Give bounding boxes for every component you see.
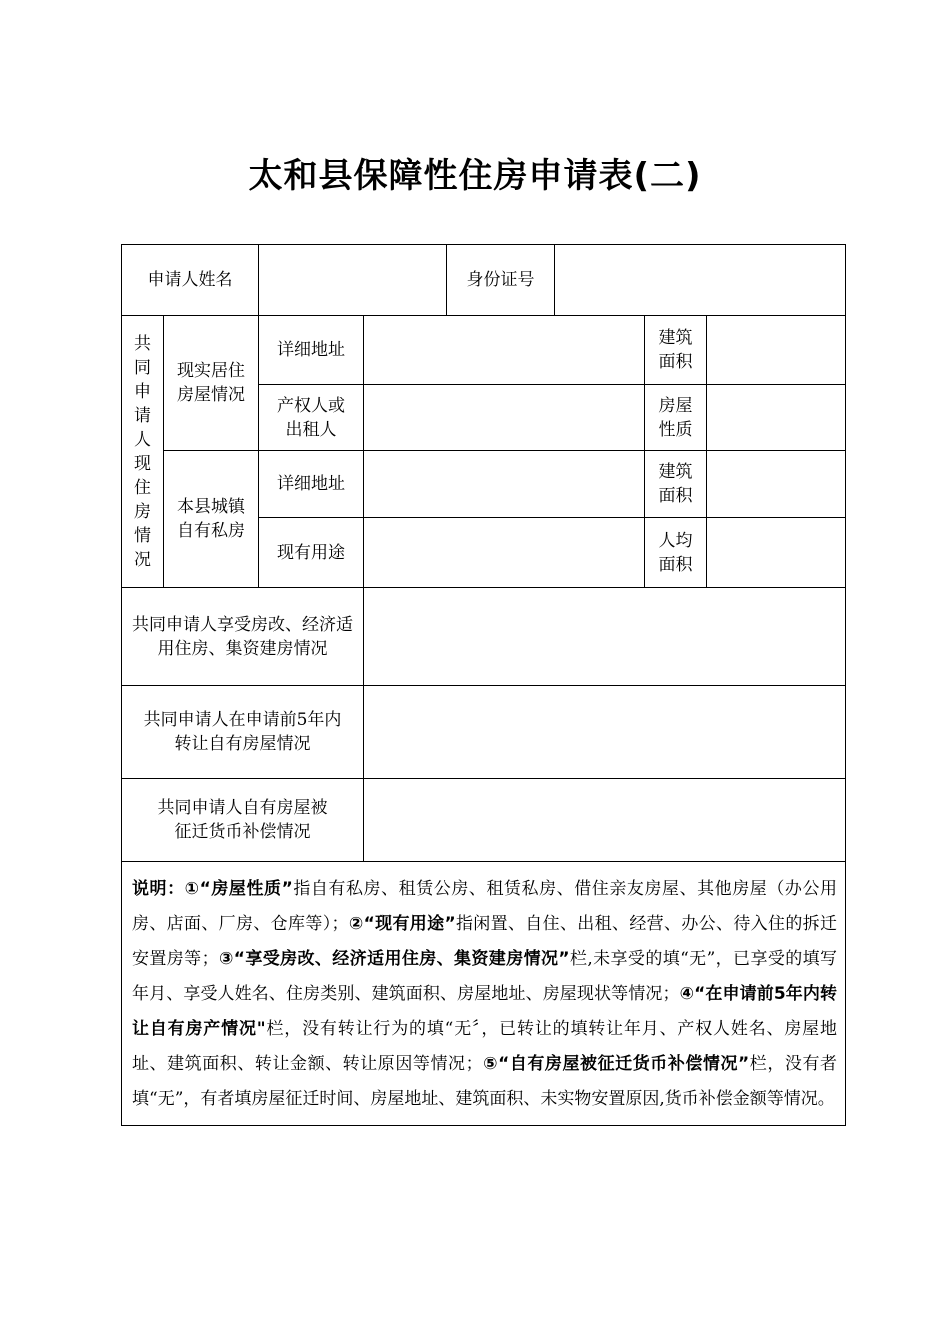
applicant-name-field[interactable]: [259, 245, 447, 316]
note-3-title: ③“享受房改、经济适用住房、集资建房情况”: [218, 949, 570, 969]
label-owner-or-lessor: [259, 385, 364, 451]
label-current-residence-text: 现实居住房屋情况: [177, 361, 245, 405]
label-current-area-text: 建筑面积: [658, 328, 693, 372]
label-current-address: 详细地址: [259, 316, 364, 385]
expropriation-field[interactable]: [364, 779, 846, 862]
current-use-field[interactable]: [364, 518, 645, 588]
row-current-address: [122, 316, 846, 385]
row-notes: [122, 862, 846, 1126]
label-group-housing: [122, 316, 164, 588]
label-current-use: 现有用途: [259, 518, 364, 588]
note-5-title: ⑤“自有房屋被征迁货币补偿情况”: [482, 1054, 750, 1074]
current-area-field[interactable]: [707, 316, 846, 385]
label-enjoyed-housing: [122, 588, 364, 686]
application-form-table: [121, 244, 846, 1126]
note-3-text: 栏,未享受的填“无”，已享受的填写年月、享受人姓名、住房类别、建筑面积、房屋地址、房屋现状等情况；: [132, 949, 838, 1004]
label-transferred-text: 共同申请人在申请前5年内转让自有房屋情况: [143, 710, 342, 754]
label-owner-or-lessor-text: 产权人或出租人: [277, 395, 345, 440]
note-prefix: 说明：: [132, 879, 185, 899]
current-owner-field[interactable]: [364, 385, 645, 451]
label-own-address: 详细地址: [259, 451, 364, 518]
label-current-area: [645, 316, 707, 385]
label-current-residence: [164, 316, 259, 451]
label-house-nature: [645, 385, 707, 451]
label-own-private-house-text: 本县城镇自有私房: [177, 497, 245, 541]
note-1-text: 指自有私房、租赁公房、租赁私房、借住亲友房屋、其他房屋（办公用房、店面、厂房、仓库等）；: [132, 879, 838, 934]
label-per-capita-area-text: 人均面积: [658, 530, 693, 575]
label-group-housing-text: 共同申请人现住房情况: [134, 333, 151, 570]
label-own-area: [645, 451, 707, 518]
row-own-address: [122, 451, 846, 518]
note-2-text: 指闲置、自住、出租、经营、办公、待入住的拆迁安置房等；: [132, 914, 838, 969]
label-expropriation-text: 共同申请人自有房屋被征迁货币补偿情况: [157, 798, 328, 842]
label-own-area-text: 建筑面积: [658, 462, 693, 506]
enjoyed-housing-field[interactable]: [364, 588, 846, 686]
label-expropriation: [122, 779, 364, 862]
row-transferred: [122, 686, 846, 779]
house-nature-field[interactable]: [707, 385, 846, 451]
page-title: 太和县保障性住房申请表(二): [248, 156, 702, 196]
row-applicant: [122, 245, 846, 316]
per-capita-area-field[interactable]: [707, 518, 846, 588]
note-2-title: ②“现有用途”: [348, 914, 456, 934]
label-enjoyed-housing-text: 共同申请人享受房改、经济适用住房、集资建房情况: [132, 614, 353, 659]
transferred-field[interactable]: [364, 686, 846, 779]
own-address-field[interactable]: [364, 451, 645, 518]
note-1-title: ①“房屋性质”: [184, 879, 293, 899]
note-4-title: ④“在申请前5年内转让自有房产情况": [132, 984, 838, 1039]
row-expropriation: [122, 779, 846, 862]
label-own-private-house: [164, 451, 259, 588]
label-applicant-name: 申请人姓名: [122, 245, 259, 316]
label-per-capita-area: [645, 518, 707, 588]
row-enjoyed-housing: [122, 588, 846, 686]
notes-cell: [122, 862, 846, 1126]
label-transferred: [122, 686, 364, 779]
label-id-number: 身份证号: [447, 245, 555, 316]
id-number-field[interactable]: [555, 245, 846, 316]
note-5-text: 栏，没有者填“无”，有者填房屋征迁时间、房屋地址、建筑面积、未实物安置原因,货币补偿金额等情况。: [132, 1054, 838, 1109]
current-address-field[interactable]: [364, 316, 645, 385]
note-4-text: 栏，没有转让行为的填“无〞，已转让的填转让年月、产权人姓名、房屋地址、建筑面积、转让金额、转让原因等情况；: [132, 1019, 838, 1074]
own-area-field[interactable]: [707, 451, 846, 518]
label-house-nature-text: 房屋性质: [658, 395, 693, 440]
